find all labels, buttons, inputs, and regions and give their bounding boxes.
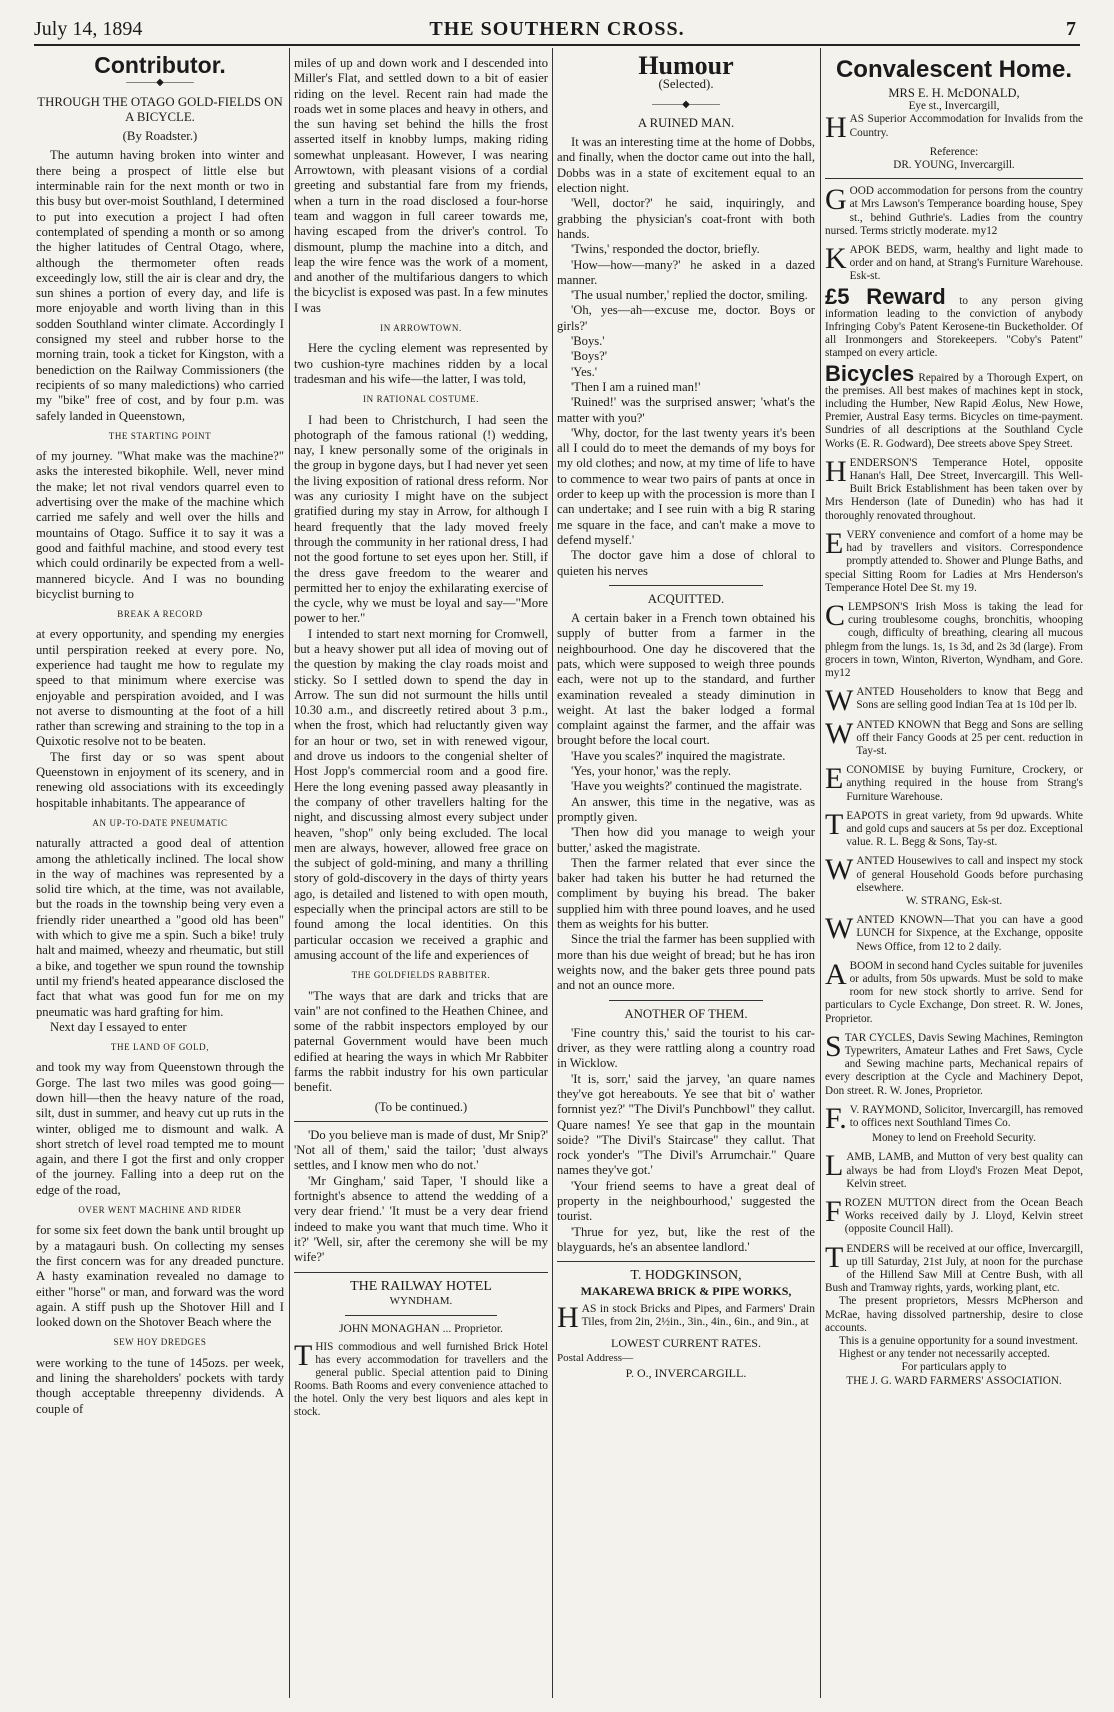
ad-heading: Convalescent Home. <box>835 56 1073 83</box>
paragraph: Next day I essayed to enter <box>50 1019 187 1034</box>
paragraph: 'Boys?' <box>571 349 608 364</box>
paragraph: The autumn having broken into winter and there being a prospect of little else but interminable rain for the next month or two in this busy but over-moist Southland, I determined to put into execution a project I had often contemplated of spending a month or so among the higher latitudes of Central Otago, where, although the thermometer often reads exceedingly low, still the air is clear and dry, the sun shines a portion of every day, and life is more enjoyable and worth living than in this sodden Southland winter climate. Accordingly I consigned my steel and rubber horse to the morning train, took a ticket for Kingston, with a benediction on the Railway Commissioners (the recipients of so many maledictions) who carried my "bike" free of cost, and by four p.m. was safely landed in Queenstown, <box>36 148 284 423</box>
ad-block <box>825 360 1083 451</box>
ornament: ———◆——— <box>126 77 194 89</box>
paragraph: at every opportunity, and spending my energies until perspiration reeked at every pore. No, experience had taught me how to regulate my speed to that minimum where exercise was enjoyable and perspiration avoided, and I was not averse to dismounting at the foot of a hill rather than screwing and straining to the top in a Quixotic resolve not to be beaten. <box>36 627 284 749</box>
ad-display-text: £5 Reward <box>825 283 946 309</box>
paragraph: 'The usual number,' replied the doctor, smiling. <box>571 288 808 303</box>
ad-block <box>825 807 1083 850</box>
ad-text: OOD accommodation for persons from the country at Mrs Lawson's Temperance boarding house, Spey st., behind Guthrie's. Ladies from the country nursed. Terms strictly moderate. my12 <box>825 185 1083 237</box>
paragraph: 'Oh, yes—ah—excuse me, doctor. Boys or girls?' <box>557 303 815 333</box>
drop-cap: G <box>825 183 847 217</box>
ad-block <box>825 1029 1083 1098</box>
ad-address: Eye st., Invercargill, <box>908 100 1000 113</box>
subhead: OVER WENT MACHINE AND RIDER <box>78 1205 242 1216</box>
paragraph: 'It is, sorr,' said the jarvey, 'an quare names they've got hereabouts. Ye see that bit o' wather fornnist yez?' "The Divil's Punchbowl" they callut. Quare names! Ye see that gap in the mountain soide? "The Divil's Staircase" they callut. That rock yonder's "The Divil's Arrumchair." Quare names they've got.' <box>557 1071 815 1178</box>
subhead: SEW HOY DREDGES <box>113 1337 207 1348</box>
story-title: ACQUITTED. <box>647 591 725 606</box>
ad-text: BOOM in second hand Cycles suitable for juveniles or adults, from 50s upwards. Must be sold to make room for new stock shortly to arrive. Send for particulars to Cycle Exchange, Don street. R. W. Jones, Proprietor. <box>825 959 1083 1025</box>
drop-cap: W <box>825 912 854 946</box>
divider <box>609 585 764 586</box>
drop-cap: W <box>825 853 854 887</box>
paragraph: The doctor gave him a dose of chloral to quieten his nerves <box>557 548 815 578</box>
section-heading: Contributor. <box>94 56 226 78</box>
subhead: IN ARROWTOWN. <box>380 323 462 334</box>
ad-display-text: Bicycles <box>825 360 915 386</box>
drop-cap: C <box>825 598 846 632</box>
subhead: AN UP-TO-DATE PNEUMATIC <box>92 817 228 828</box>
paragraph: miles of up and down work and I descended into Miller's Flat, and settled down to a bit of easier riding on the level. Recent rain had made the roads wet in some places and heavy in others, and the sun having set behind the hills the frost asserted itself in knobby lumps, making riding somewhat unpleasant. However, I was nearing Arrowtown, with pleasant visions of a cordial greeting and substantial fare from my friends, when a turn in the road disclosed a four-horse team and waggon in full career towards me, having escaped from the driver's control. To dismount, plump the machine into a ditch, and leap the wire fence was the work of a moment, and another of the multifarious dangers to which the bicyclist is exposed was past. In a few minutes I was <box>294 56 548 315</box>
ad-text: APOK BEDS, warm, healthy and light made to order and on hand, at Strang's Furniture Warehouse. Esk-st. <box>849 244 1083 283</box>
joke: 'Mr Gingham,' said Taper, 'I should like a fortnight's absence to attend the wedding of a very dear friend.' 'It must be a very dear friend indeed to make you want that much time. Who it it?' 'Well, sir, after the ceremony she will be my wife?' <box>294 1173 548 1265</box>
drop-cap: E <box>825 762 844 796</box>
paragraph: and took my way from Queenstown through the Gorge. The last two miles was good going—down hill—then the heavy nature of the road, silt, dust in summer, and heavy cut up ruts in the winter, obliged me to dismount and walk. A short stretch of level road tempted me to mount again, and there I got the first and only cropper of the journey. Falling into a deep rut on the edge of the road, <box>36 1060 284 1197</box>
ad-signature: W. STRANG, Esk-st. <box>905 894 1003 907</box>
paragraph: 'Your friend seems to have a great deal of property in the neighbourhood,' suggested the tourist. <box>557 1178 815 1224</box>
column-contributor <box>36 56 284 1696</box>
paragraph: I had been to Christchurch, I had seen the photograph of the famous rational (!) wedding, nay, I knew personally some of the originals in the group in bygone days, but I had never yet seen the living exposition of rational dress reform. Nor was any curiosity I might have on the subject gratified during my stay in Arrow, for although I heard frequently that the lady moved freely through the community in her rational dress, I had not the good fortune to set eyes upon her. Still, if the dress gave freedom to the wearer and permitted her to enjoy the exhilarating exercise of the cycle, why we must be loyal and say—"More power to her." <box>294 412 548 626</box>
paragraph: were working to the tune of 145ozs. per week, and lining the shareholders' pockets with tardy though acceptable threepenny dividends. A couple of <box>36 1355 284 1416</box>
ad-text: Highest or any tender not necessarily accepted. <box>839 1348 1050 1361</box>
ad-firm: MAKAREWA BRICK & PIPE WORKS, <box>580 1283 792 1298</box>
paragraph: A certain baker in a French town obtained his supply of butter from a farmer in the neighbourhood. One day he discovered that the pats, which were supposed to weigh three pounds each, were not up to the standard, and further examination revealed a steady diminution in weight. At last the baker lodged a formal complaint against the farmer, and the affair was brought before the local court. <box>557 611 815 748</box>
ad-text: EAPOTS in great variety, from 9d upwards. White and gold cups and saucers at 5s per doz. Exceptional value. R. L. Begg & Sons, Tay-st. <box>846 809 1083 849</box>
ad-block <box>825 111 1083 145</box>
ad-text: THE J. G. WARD FARMERS' ASSOCIATION. <box>846 1374 1062 1387</box>
byline: (By Roadster.) <box>122 129 198 144</box>
section-heading: Humour <box>638 56 734 80</box>
divider <box>294 1272 548 1273</box>
paragraph: I intended to start next morning for Cromwell, but a heavy shower put all idea of moving out of the question by making the clay roads moist and sticky. So I settled down to spend the day in Arrow. The sun did not surmount the hills until 10.30 a.m., and discreetly retired about 3 p.m., when the frost, which had reluctantly given way for an hour or two, set in with renewed vigour, and drove us indoors to the congenial shelter of Host Jopp's commercial room and a good fire. Here the long evening passed away pleasantly in the company of other travellers halting for the night, and discussing almost every subject under heaven, "shop" only being excluded. The local men are always, however, allowed free grace on the subject of gold-mining, and many a thrilling story of gold-discovery in the days of thirty years ago, is detailed and listened to with open mouth, especially when the principal actors are still to be found among the local identities. On this particular occasion we received a graphic and amusing account of the life and experiences of <box>294 626 548 962</box>
column-humour <box>557 56 815 1696</box>
paragraph: 'Fine country this,' said the tourist to his car-driver, as they were rattling along a country road in Wicklow. <box>557 1025 815 1071</box>
paragraph: of my journey. "What make was the machine?" asks the interested bikophile. Well, never mind the make; let not rival vendors quarrel even to advertising over the make of the machine which carried me safely and well over the hills and mountains of Otago. Suffice it to say it was a good and faithful machine, and stood every test which could ordinarily be expected from a well-mannered bicycle. And I was no bounding bicyclist burning to <box>36 449 284 601</box>
hotel-ad <box>294 1341 548 1419</box>
paragraph: 'Then how did you manage to weigh your butter,' asked the magistrate. <box>557 825 815 855</box>
drop-cap: E <box>825 526 844 560</box>
drop-cap: H <box>557 1300 579 1334</box>
ad-text: TAR CYCLES, Davis Sewing Machines, Remington Typewriters, Amateur Lathes and Fret Saws, Cycle and Sewing machine parts, Mechanical repairs of every description at the Cycle and Machinery Depot, Don street. R. W. Jones, Proprietor. <box>825 1031 1083 1097</box>
story-title: ANOTHER OF THEM. <box>624 1006 748 1021</box>
drop-cap: S <box>825 1029 842 1063</box>
paragraph: It was an interesting time at the home of Dobbs, and finally, when the doctor came out into the hall, Dobbs was in a state of excitement equal to an election night. <box>557 135 815 196</box>
ad-text: For particulars apply to <box>901 1361 1007 1374</box>
ornament: ———◆——— <box>652 98 720 110</box>
ad-text: ANTED KNOWN—That you can have a good LUNCH for Sixpence, at the Exchange, opposite News Office, from 12 to 2 daily. <box>856 914 1083 953</box>
ad-text: This is a genuine opportunity for a sound investment. <box>839 1335 1078 1348</box>
drop-cap: H <box>825 111 847 145</box>
paragraph: 'Then I am a ruined man!' <box>571 379 701 394</box>
subhead: THE LAND OF GOLD, <box>110 1042 210 1053</box>
ad-rates: LOWEST CURRENT RATES. <box>611 1335 761 1350</box>
divider <box>825 178 1083 179</box>
drop-cap: T <box>294 1339 313 1373</box>
paragraph: for some six feet down the bank until brought up by a matagauri bush. On collecting my senses the first concern was for any dreaded puncture. A hasty examination revealed no damage to either "horse" or man, and forward was the word again. A stiff push up the Shotover Hill and I looked down on the Shotover Beach where the <box>36 1223 284 1330</box>
ad-block <box>825 1197 1083 1237</box>
drop-cap: L <box>825 1149 844 1183</box>
article-title: THROUGH THE OTAGO GOLD-FIELDS ON A BICYCLE. <box>37 94 283 124</box>
divider <box>557 1261 815 1262</box>
drop-cap: W <box>825 716 854 750</box>
column-rule <box>820 48 821 1698</box>
column-rule <box>289 48 290 1698</box>
ad-reference-label: Reference: <box>929 145 979 158</box>
drop-cap: W <box>825 684 854 718</box>
drop-cap: H <box>825 454 847 488</box>
paragraph: An answer, this time in the negative, was as promptly given. <box>557 794 815 824</box>
ad-text: HIS commodious and well furnished Brick Hotel has every accommodation for travellers and the general public. Special attention paid to Dining Rooms. Bath Rooms and every convenience attached to the hotel. Only the very best liquors and ales kept in stock. <box>294 1341 548 1419</box>
ad-proprietor: JOHN MONAGHAN ... Proprietor. <box>339 1323 503 1336</box>
drop-cap: F. <box>825 1101 847 1135</box>
paragraph: Here the cycling element was represented by two cushion-tyre machines ridden by a local tradesman and his wife—the latter, I was told, <box>294 341 548 386</box>
postal-address: P. O., INVERCARGILL. <box>625 1366 747 1381</box>
ad-block <box>825 454 1083 523</box>
masthead <box>34 18 1080 46</box>
ad-block <box>825 1151 1083 1191</box>
ad-block <box>825 914 1083 954</box>
divider <box>345 1315 497 1316</box>
postal-label: Postal Address— <box>557 1352 634 1365</box>
ad-text: LEMPSON'S Irish Moss is taking the lead for curing troublesome coughs, bronchitis, whooping cough, difficulty of breathing, clearing all mucous phlegm from the lungs. 1s, 1s 3d, and 2s 3d (large). From grocers in town, Winton, Riverton, Wyndham, and Gore. my12 <box>825 600 1083 679</box>
drop-cap: T <box>825 1240 844 1274</box>
subhead: IN RATIONAL COSTUME. <box>363 394 479 405</box>
ad-block <box>825 526 1083 595</box>
paragraph: 'Ruined!' was the surprised answer; 'what's the matter with you?' <box>557 395 815 425</box>
divider <box>609 1000 764 1001</box>
ad-block <box>825 1101 1083 1135</box>
ad-title: THE RAILWAY HOTEL <box>350 1278 492 1294</box>
column-continued <box>294 56 548 1696</box>
ad-block <box>825 244 1083 284</box>
paragraph: 'Yes.' <box>571 364 598 379</box>
ad-subline: Money to lend on Freehold Security. <box>872 1132 1036 1145</box>
ad-text: ENDERSON'S Temperance Hotel, opposite Hanan's Hall, Dee Street, Invercargill. This Well-Built Brick Establishment has been taken over by Mrs Henderson (late of Dunedin) who has had it thoroughly renovated throughout. <box>825 456 1083 522</box>
ad-block <box>825 684 1083 718</box>
ad-block <box>825 716 1083 759</box>
brick-ad <box>557 1300 815 1334</box>
column-advertisements <box>825 56 1083 1696</box>
paragraph: The first day or so was spent about Queenstown in enjoyment of its scenery, and in renewing old associations with its exceedingly hospitable inhabitants. The appearance of <box>36 749 284 810</box>
paragraph: 'Have you weights?' continued the magistrate. <box>571 779 803 794</box>
ad-text: ANTED KNOWN that Begg and Sons are selling off their Fancy Goods at 25 per cent. reduction in Tay-st. <box>856 718 1083 757</box>
ad-place: WYNDHAM. <box>389 1294 453 1307</box>
paragraph: 'Yes, your honor,' was the reply. <box>571 764 732 779</box>
subhead: THE STARTING POINT <box>108 430 212 441</box>
ad-block <box>825 764 1083 804</box>
divider <box>294 1121 548 1122</box>
drop-cap: F <box>825 1195 842 1229</box>
ad-text: VERY convenience and comfort of a home may be had by travellers and visitors. Correspondence promptly attended to. Shower and Plunge Baths, and special Sitting Room for Ladies at Mrs Henderson's Temperance Hotel Dee St. my 19. <box>825 528 1083 594</box>
ad-name: T. HODGKINSON, <box>630 1268 742 1284</box>
paragraph: Then the farmer related that ever since the baker had taken his butter he had returned the compliment by buying his bread. The baker supplied him with three pound loaves, and he used them as weights for his butter. <box>557 855 815 932</box>
ad-block <box>825 957 1083 1026</box>
ad-block <box>825 283 1083 361</box>
story-title: A RUINED MAN. <box>637 115 735 130</box>
drop-cap: K <box>825 242 847 276</box>
paper-title: THE SOUTHERN CROSS. <box>429 18 685 40</box>
ad-block <box>825 1240 1083 1296</box>
ad-text: AMB, LAMB, and Mutton of very best quality can always be had from Lloyd's Frozen Meat Depot, Kelvin street. <box>846 1151 1083 1190</box>
paragraph: 'Why, doctor, for the last twenty years it's been all I could do to meet the demands of my boys for my old clothes; and now, at my time of life to have to commence to wear two pairs of pants at once in order to keep up with the procession is more than I can undertake; and I see ruin with a big R staring me square in the face, and can't make a move to defend myself.' <box>557 425 815 547</box>
ad-text: AS Superior Accommodation for Invalids from the Country. <box>849 113 1083 139</box>
paragraph: 'Well, doctor?' he said, inquiringly, and grabbing the physician's coat-front with both hands. <box>557 196 815 241</box>
paragraph: 'Boys.' <box>571 334 605 349</box>
ad-block <box>825 185 1083 238</box>
ad-block <box>825 855 1083 895</box>
ad-reference: DR. YOUNG, Invercargill. <box>893 159 1015 172</box>
drop-cap: A <box>825 957 847 991</box>
paragraph: naturally attracted a good deal of attention among the athletically inclined. The local show in the way of machines was represented by a solid tire which, at the time, was not available, but the roads in the township being very even a friendly rider unearthed a "good old has been" with which to give me a spin. Such a bike! truly halt and maimed, wheezy and rheumatic, but still a bike, and together we spun round the township until my friend's heated appearance disclosed the fact that what was good fun for me on my pneumatic was hard grafting for him. <box>36 836 284 1019</box>
ad-text: ENDERS will be received at our office, Invercargill, up till Saturday, 21st July, at noon for the purchase of the Hillend Saw Mill at Centre Bush, with all Bush and Tramway rights, yards, working plant, etc. <box>825 1242 1083 1295</box>
ad-text: V. RAYMOND, Solicitor, Invercargill, has removed to offices next Southland Times Co. <box>849 1103 1083 1130</box>
paragraph: "The ways that are dark and tricks that are vain" are not confined to the Heathen Chinee, and some of the rabbit inspectors employed by our paternal Government would have been much edified at hearing the ways in which Mr Rabbiter farms the rabbit industry for his own particular benefit. <box>294 988 548 1095</box>
paragraph: 'How—how—many?' he asked in a dazed manner. <box>557 257 815 287</box>
ad-text: CONOMISE by buying Furniture, Crockery, or anything required in the house from Strang's Furniture Warehouse. <box>846 764 1083 803</box>
joke: 'Do you believe man is made of dust, Mr Snip?' 'Not all of them,' said the tailor; 'dust always settles, and I know men who do not.' <box>294 1127 548 1173</box>
paragraph: 'Thrue for yez, but, like the rest of the blayguards, he's an absentee landlord.' <box>557 1224 815 1254</box>
ad-text: ANTED Householders to know that Begg and Sons are selling good Indian Tea at 1s 10d per lb. <box>856 686 1083 712</box>
ad-text: ROZEN MUTTON direct from the Ocean Beach Works received daily by J. Lloyd, Kelvin street (opposite Council Hall). <box>844 1197 1083 1236</box>
issue-date: July 14, 1894 <box>34 18 143 40</box>
continued-note: (To be continued.) <box>374 1099 468 1114</box>
paragraph: 'Have you scales?' inquired the magistrate. <box>571 748 786 763</box>
ad-proprietor: MRS E. H. McDONALD, <box>888 86 1020 100</box>
column-rule <box>552 48 553 1698</box>
ad-text: AS in stock Bricks and Pipes, and Farmers' Drain Tiles, from 2in, 2½in., 3in., 4in., 6in., and 9in., at <box>581 1302 815 1329</box>
ad-block <box>825 598 1083 680</box>
ad-text: to any person giving information leading to the conviction of anybody Infringing Coby's Patent Kerosene-tin Bucketholder. Of all Ironmongers and Storekeepers. "Coby's Patent" stamped on every article. <box>825 294 1083 360</box>
subhead: BREAK A RECORD <box>117 609 203 620</box>
drop-cap: T <box>825 807 844 841</box>
ad-text: The present proprietors, Messrs McPherson and McRae, having dissolved partnership, desire to close accounts. <box>825 1295 1083 1334</box>
page-number: 7 <box>1066 18 1076 40</box>
ad-text: ANTED Housewives to call and inspect my stock of general Household Goods before purchasing elsewhere. <box>856 855 1083 894</box>
section-subtitle: (Selected). <box>658 77 714 92</box>
ad-text: Repaired by a Thorough Expert, on the premises. All best makes of machines kept in stock, including the Humber, New Rapid Æolus, New Howe, Premier, Austral Easy terms. Bicycles on time-payment. Sundries of all descriptions at the Southland Cycle Works (E. R. Godward), Dee streets above Spey Street. <box>825 371 1083 450</box>
paragraph: Since the trial the farmer has been supplied with more than his due weight of bread; but he has iron weights now, and the baker gets three pound pats and not an ounce more. <box>557 932 815 993</box>
paragraph: 'Twins,' responded the doctor, briefly. <box>571 242 760 257</box>
subhead: THE GOLDFIELDS RABBITER. <box>351 970 491 981</box>
